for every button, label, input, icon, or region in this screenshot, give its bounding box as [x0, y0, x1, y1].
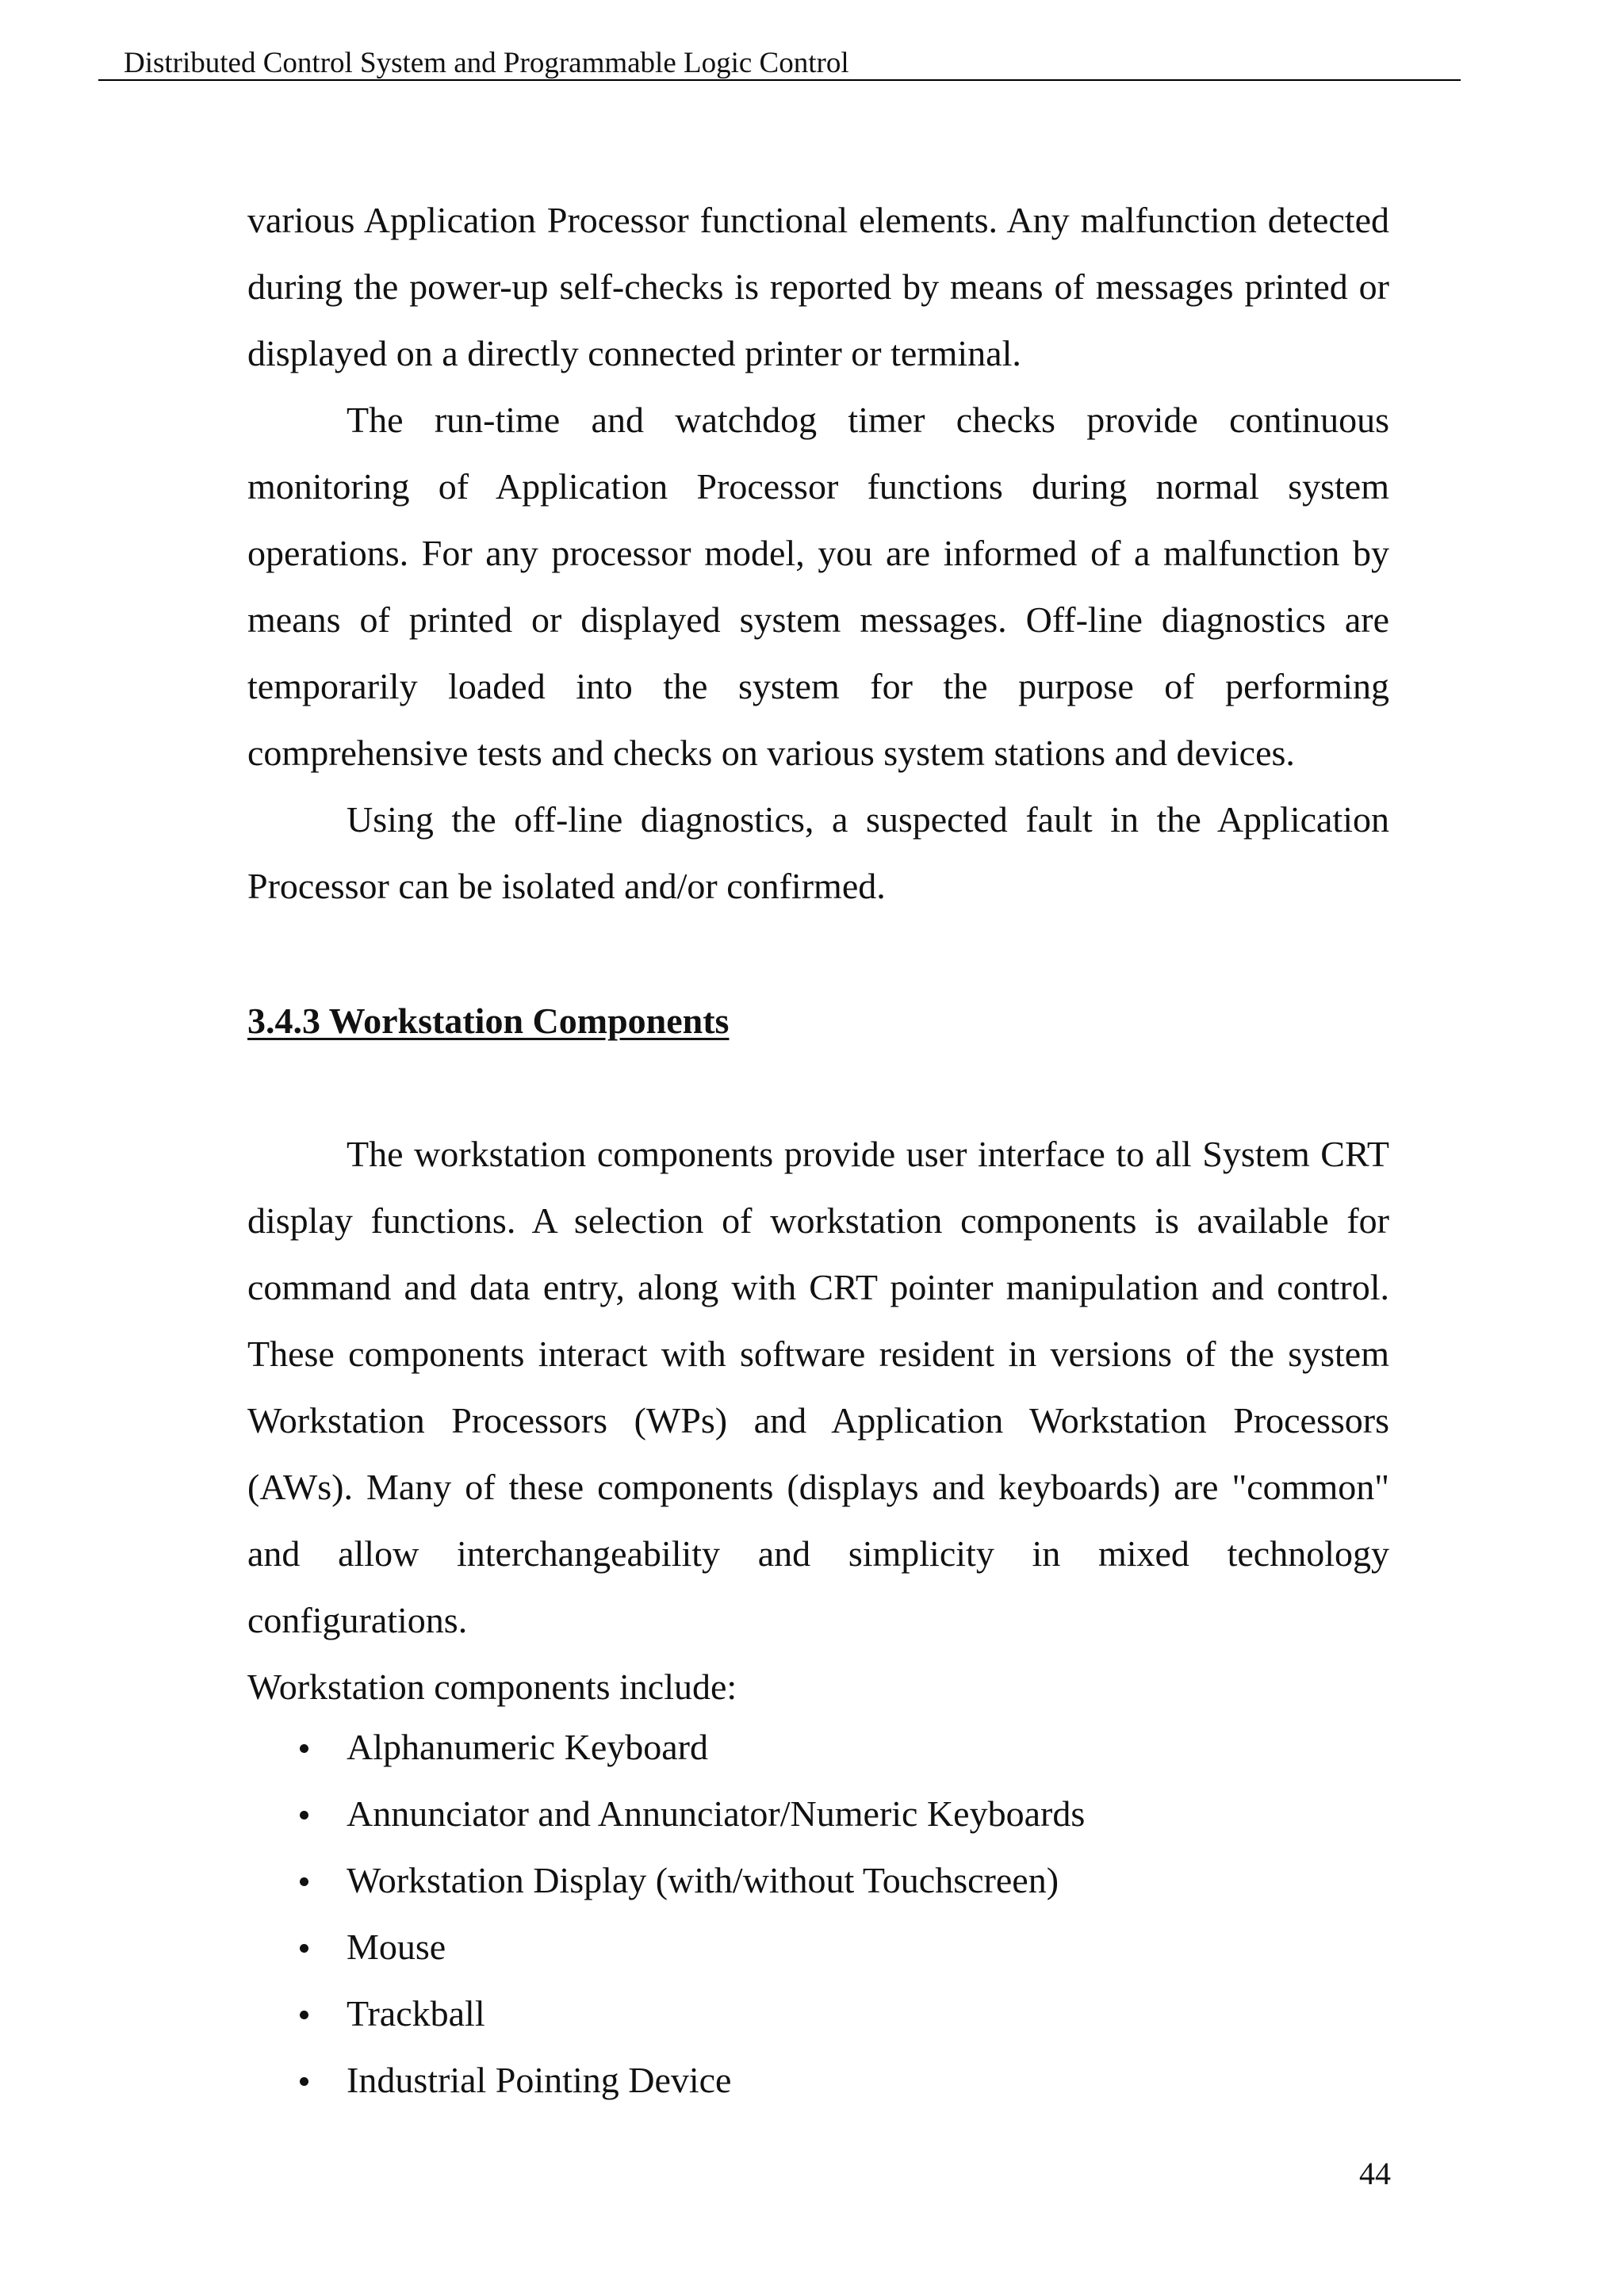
bullet-icon — [300, 1877, 308, 1886]
list-item — [247, 1714, 1085, 1781]
paragraph-offline-diagnostics: Using the off-line diagnostics, a suspected fault in the Application Processor can be isolated and/or confirmed. — [247, 799, 1389, 906]
list-item — [247, 1847, 1085, 1914]
bullet-icon — [300, 1744, 308, 1753]
running-header-title: Distributed Control System and Programmable Logic Control — [124, 47, 849, 79]
bullet-icon — [300, 2077, 308, 2086]
list-item — [247, 1781, 1085, 1847]
list-item-label: Mouse — [347, 1927, 446, 1967]
list-item-label: Trackball — [347, 1993, 485, 2034]
list-item-label: Annunciator and Annunciator/Numeric Keyboards — [347, 1793, 1086, 1834]
bullet-icon — [300, 2011, 308, 2019]
list-item — [247, 2047, 1085, 2114]
list-intro: Workstation components include: — [247, 1667, 737, 1707]
list-item-label: Alphanumeric Keyboard — [347, 1727, 709, 1767]
section-heading: 3.4.3 Workstation Components — [247, 1001, 730, 1041]
running-header — [98, 46, 1461, 81]
bullet-icon — [300, 1944, 308, 1953]
section-text-block — [247, 1121, 1389, 1720]
list-item-label: Workstation Display (with/without Touchscreen) — [347, 1860, 1059, 1900]
page-number: 44 — [1359, 2156, 1391, 2191]
bullet-icon — [300, 1811, 308, 1820]
paragraph-continued: various Application Processor functional elements. Any malfunction detected during the power-up self-checks is reported by means of messages printed or displayed on a directly connected printer or terminal. — [247, 200, 1389, 373]
list-item — [247, 1980, 1085, 2047]
list-item — [247, 1914, 1085, 1980]
paragraph-workstation-components: The workstation components provide user interface to all System CRT display functions. A selection of workstation components is available for command and data entry, along with CRT pointer manipulation and control. These components interact with software resident in versions of the system Workstation Processors (WPs) and Application Workstation Processors (AWs). Many of these components (displays and keyboards) are "common" and allow interchangeability and simplicity in mixed technology configurations. — [247, 1134, 1389, 1640]
intro-text-block — [247, 187, 1389, 920]
list-item-label: Industrial Pointing Device — [347, 2060, 732, 2100]
paragraph-runtime-checks: The run-time and watchdog timer checks provide continuous monitoring of Application Processor functions during normal system operations. For any processor model, you are informed of a malfunction by means of printed or displayed system messages. Off-line diagnostics are temporarily loaded into the system for the purpose of performing comprehensive tests and checks on various system stations and devices. — [247, 400, 1389, 773]
workstation-components-list — [247, 1714, 1085, 2114]
